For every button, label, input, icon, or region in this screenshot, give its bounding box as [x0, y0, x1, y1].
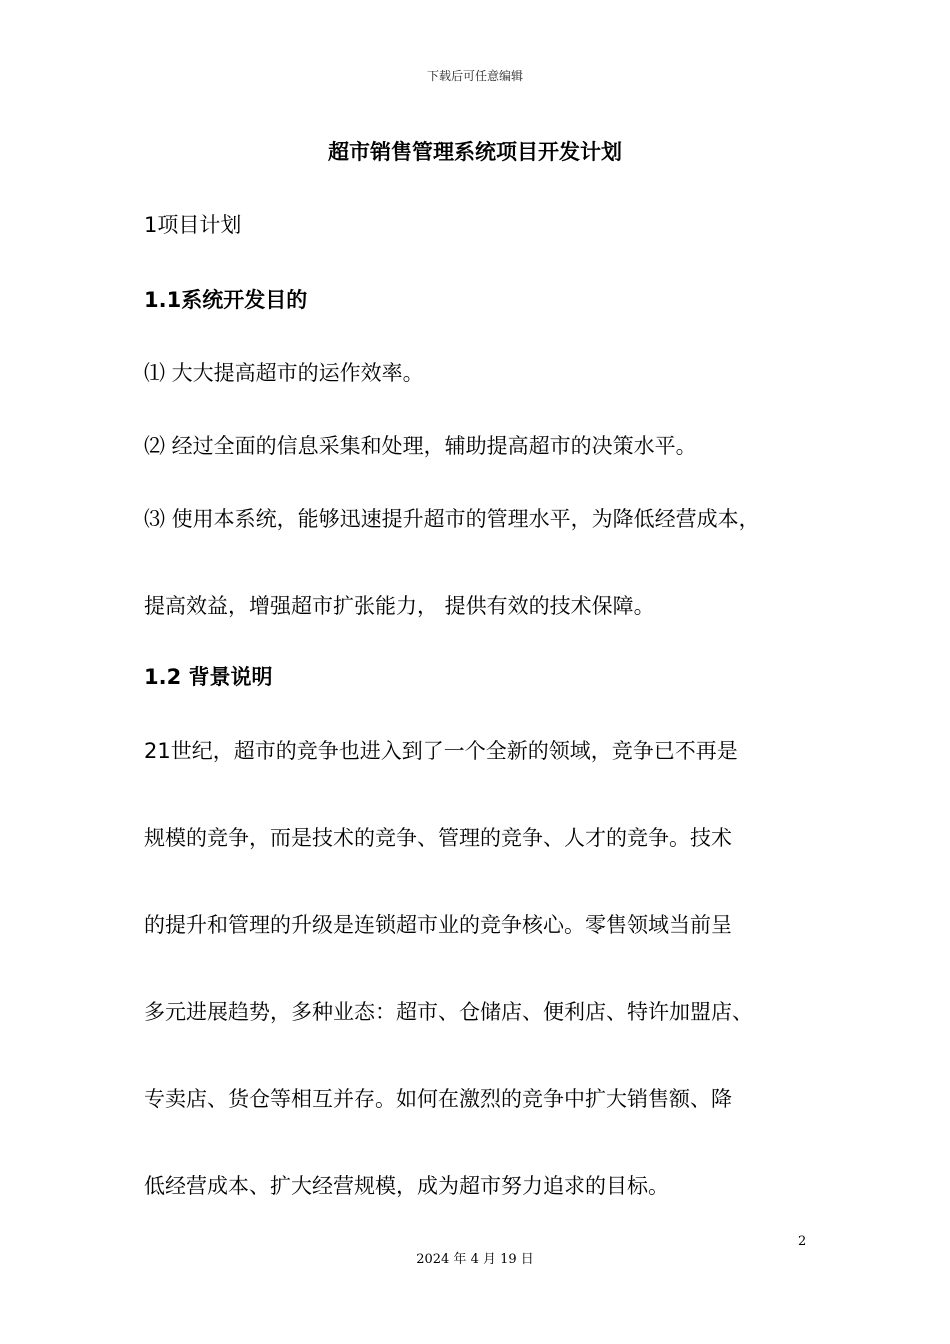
page-number: 2	[798, 1234, 807, 1249]
background-line-3: 的提升和管理的升级是连锁超市业的竞争核心。零售领域当前呈	[144, 913, 732, 937]
purpose-item-2: ⑵ 经过全面的信息采集和处理，辅助提高超市的决策水平。	[144, 434, 697, 458]
document-title: 超市销售管理系统项目开发计划	[328, 140, 622, 164]
section-heading-1-1: 1.1系统开发目的	[144, 288, 308, 312]
background-line-5: 专卖店、货仓等相互并存。如何在激烈的竞争中扩大销售额、降	[144, 1087, 732, 1111]
background-line-1: 21世纪，超市的竞争也进入到了一个全新的领域，竞争已不再是	[144, 739, 738, 763]
purpose-item-3-continued: 提高效益，增强超市扩张能力， 提供有效的技术保障。	[144, 594, 655, 618]
header-note: 下载后可任意编辑	[426, 69, 523, 83]
footer-date: 2024 年 4 月 19 日	[416, 1252, 534, 1267]
background-line-6: 低经营成本、扩大经营规模，成为超市努力追求的目标。	[144, 1174, 669, 1198]
section-heading-1-2: 1.2 背景说明	[144, 665, 273, 689]
section-heading-1: 1项目计划	[144, 213, 242, 237]
background-line-4: 多元进展趋势，多种业态：超市、仓储店、便利店、特许加盟店、	[144, 1000, 753, 1024]
purpose-item-1: ⑴ 大大提高超市的运作效率。	[144, 361, 424, 385]
purpose-item-3: ⑶ 使用本系统，能够迅速提升超市的管理水平，为降低经营成本，	[144, 507, 760, 531]
background-line-2: 规模的竞争，而是技术的竞争、管理的竞争、人才的竞争。技术	[144, 826, 732, 850]
